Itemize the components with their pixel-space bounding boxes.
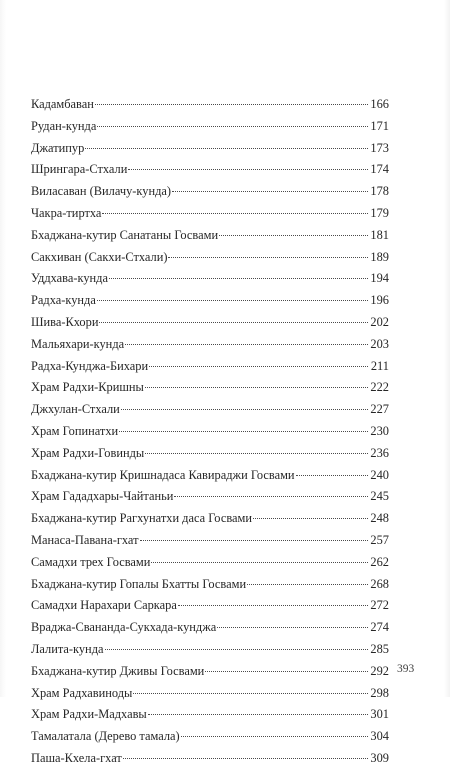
toc-entry-title: Радха-Кунджа-Бихари [31, 358, 149, 373]
toc-entry [31, 639, 389, 661]
toc-entry-page: 301 [370, 707, 389, 722]
dot-leader [102, 213, 368, 214]
toc-entry [31, 94, 389, 116]
dot-leader [123, 758, 368, 759]
toc-entry-page: 268 [370, 576, 389, 591]
toc-entry-page: 285 [370, 641, 389, 656]
dot-leader [148, 714, 368, 715]
toc-entry-title: Рудан-кунда [31, 118, 97, 133]
toc-entry-title: Радха-кунда [31, 293, 96, 308]
toc-entry [31, 421, 389, 443]
dot-leader [99, 322, 368, 323]
toc-entry-title: Враджа-Свананда-Сукхада-кунджа [31, 620, 217, 635]
toc-entry [31, 356, 389, 378]
toc-entry [31, 704, 389, 726]
toc-entry-title: Виласаван (Вилачу-кунда) [31, 184, 172, 199]
dot-leader [151, 562, 368, 563]
toc-entry [31, 683, 389, 705]
toc-entry-title: Храм Гопинатхи [31, 423, 119, 438]
toc-entry-title: Лалита-кунда [31, 641, 104, 656]
toc-entry-title: Самадхи трех Госвами [31, 554, 151, 569]
toc-entry [31, 486, 389, 508]
toc-entry [31, 247, 389, 269]
dot-leader [296, 475, 368, 476]
toc-entry [31, 377, 389, 399]
toc-entry-page: 230 [370, 423, 389, 438]
toc-entry-page: 236 [370, 445, 389, 460]
toc-entry-page: 178 [370, 184, 389, 199]
dot-leader [205, 671, 368, 672]
toc-entry-page: 202 [370, 314, 389, 329]
dot-leader [253, 518, 368, 519]
toc-entry [31, 116, 389, 138]
dot-leader [174, 496, 368, 497]
toc-entry-title: Шрингара-Стхали [31, 162, 128, 177]
toc-entry-page: 274 [370, 620, 389, 635]
toc-entry-title: Джатипур [31, 140, 85, 155]
toc-entry-title: Храм Радхи-Говинды [31, 445, 145, 460]
dot-leader [178, 605, 368, 606]
toc-entry [31, 465, 389, 487]
dot-leader [119, 431, 368, 432]
toc-entry-page: 309 [370, 750, 389, 765]
toc-entry-title: Храм Радхавиноды [31, 685, 133, 700]
toc-entry-title: Бхаджана-кутир Кришнадаса Кавираджи Госвами [31, 467, 295, 482]
toc-entry-page: 171 [370, 118, 389, 133]
dot-leader [181, 736, 368, 737]
toc-entry-page: 227 [370, 402, 389, 417]
toc-entry [31, 159, 389, 181]
toc-entry-page: 245 [370, 489, 389, 504]
toc-entry [31, 312, 389, 334]
toc-entry-title: Храм Радхи-Кришны [31, 380, 144, 395]
toc-entry-title: Бхаджана-кутир Гопалы Бхатты Госвами [31, 576, 247, 591]
toc-entry [31, 617, 389, 639]
toc-entry-title: Тамалатала (Дерево тамала) [31, 729, 180, 744]
dot-leader [247, 584, 368, 585]
toc-entry-title: Мальяхари-кунда [31, 336, 125, 351]
toc-entry [31, 268, 389, 290]
toc-entry-title: Бхаджана-кутир Рагхунатхи даса Госвами [31, 511, 252, 526]
toc-entry [31, 726, 389, 748]
toc-entry-page: 211 [370, 358, 389, 373]
toc-entry-page: 174 [370, 162, 389, 177]
toc-entry-title: Храм Гададхары-Чайтаньи [31, 489, 174, 504]
toc-entry [31, 530, 389, 552]
dot-leader [85, 148, 368, 149]
dot-leader [219, 235, 368, 236]
toc-entry-title: Уддхава-кунда [31, 271, 108, 286]
toc-entry [31, 138, 389, 160]
toc-entry [31, 595, 389, 617]
toc-entry [31, 290, 389, 312]
toc-entry-page: 292 [370, 663, 389, 678]
toc-entry [31, 203, 389, 225]
dot-leader [128, 169, 368, 170]
toc-entry-title: Храм Радхи-Мадхавы [31, 707, 147, 722]
toc-entry-page: 304 [370, 729, 389, 744]
toc-entry-title: Самадхи Нарахари Саркара [31, 598, 177, 613]
toc-entry-page: 196 [370, 293, 389, 308]
toc-entry-page: 181 [370, 227, 389, 242]
toc-entry-page: 203 [370, 336, 389, 351]
toc-entry-page: 248 [370, 511, 389, 526]
dot-leader [95, 104, 368, 105]
toc-entry-page: 179 [370, 205, 389, 220]
dot-leader [109, 278, 368, 279]
toc-entry-page: 298 [370, 685, 389, 700]
toc-entry [31, 181, 389, 203]
toc-entry-page: 166 [370, 97, 389, 111]
toc-entry [31, 225, 389, 247]
toc-entry-title: Джхулан-Стхали [31, 402, 120, 417]
dot-leader [172, 191, 368, 192]
toc-entry-title: Бхаджана-кутир Санатаны Госвами [31, 227, 219, 242]
toc-entry-page: 257 [370, 532, 389, 547]
dot-leader [125, 344, 368, 345]
toc-entry [31, 508, 389, 530]
toc-entry-page: 272 [370, 598, 389, 613]
toc-entry-title: Шива-Кхори [31, 314, 99, 329]
toc-entry [31, 443, 389, 465]
toc-entry-title: Сакхиван (Сакхи-Стхали) [31, 249, 168, 264]
toc-entry-title: Кадамбаван [31, 97, 94, 111]
dot-leader [97, 300, 368, 301]
dot-leader [97, 126, 368, 127]
toc-entry-title: Паша-Кхела-гхат [31, 750, 122, 765]
dot-leader [149, 366, 368, 367]
toc-entry-page: 194 [370, 271, 389, 286]
dot-leader [145, 453, 368, 454]
toc-entry [31, 748, 389, 770]
toc-entry [31, 334, 389, 356]
toc-entry-page: 262 [370, 554, 389, 569]
toc-entry-page: 189 [370, 249, 389, 264]
toc-entry-title: Манаса-Павана-гхат [31, 532, 139, 547]
toc-entry-title: Бхаджана-кутир Дживы Госвами [31, 663, 205, 678]
toc-entry [31, 399, 389, 421]
toc-entry [31, 661, 389, 683]
dot-leader [133, 693, 368, 694]
dot-leader [121, 409, 368, 410]
toc-entry [31, 552, 389, 574]
toc-entry [31, 574, 389, 596]
toc-entry-page: 222 [370, 380, 389, 395]
dot-leader [140, 540, 368, 541]
page-number: 393 [397, 663, 415, 675]
toc-entry-title: Чакра-тиртха [31, 205, 102, 220]
dot-leader [168, 257, 368, 258]
toc-entry-page: 240 [370, 467, 389, 482]
dot-leader [105, 649, 369, 650]
dot-leader [217, 627, 368, 628]
dot-leader [145, 387, 368, 388]
toc-entry-page: 173 [370, 140, 389, 155]
table-of-contents [31, 94, 389, 770]
